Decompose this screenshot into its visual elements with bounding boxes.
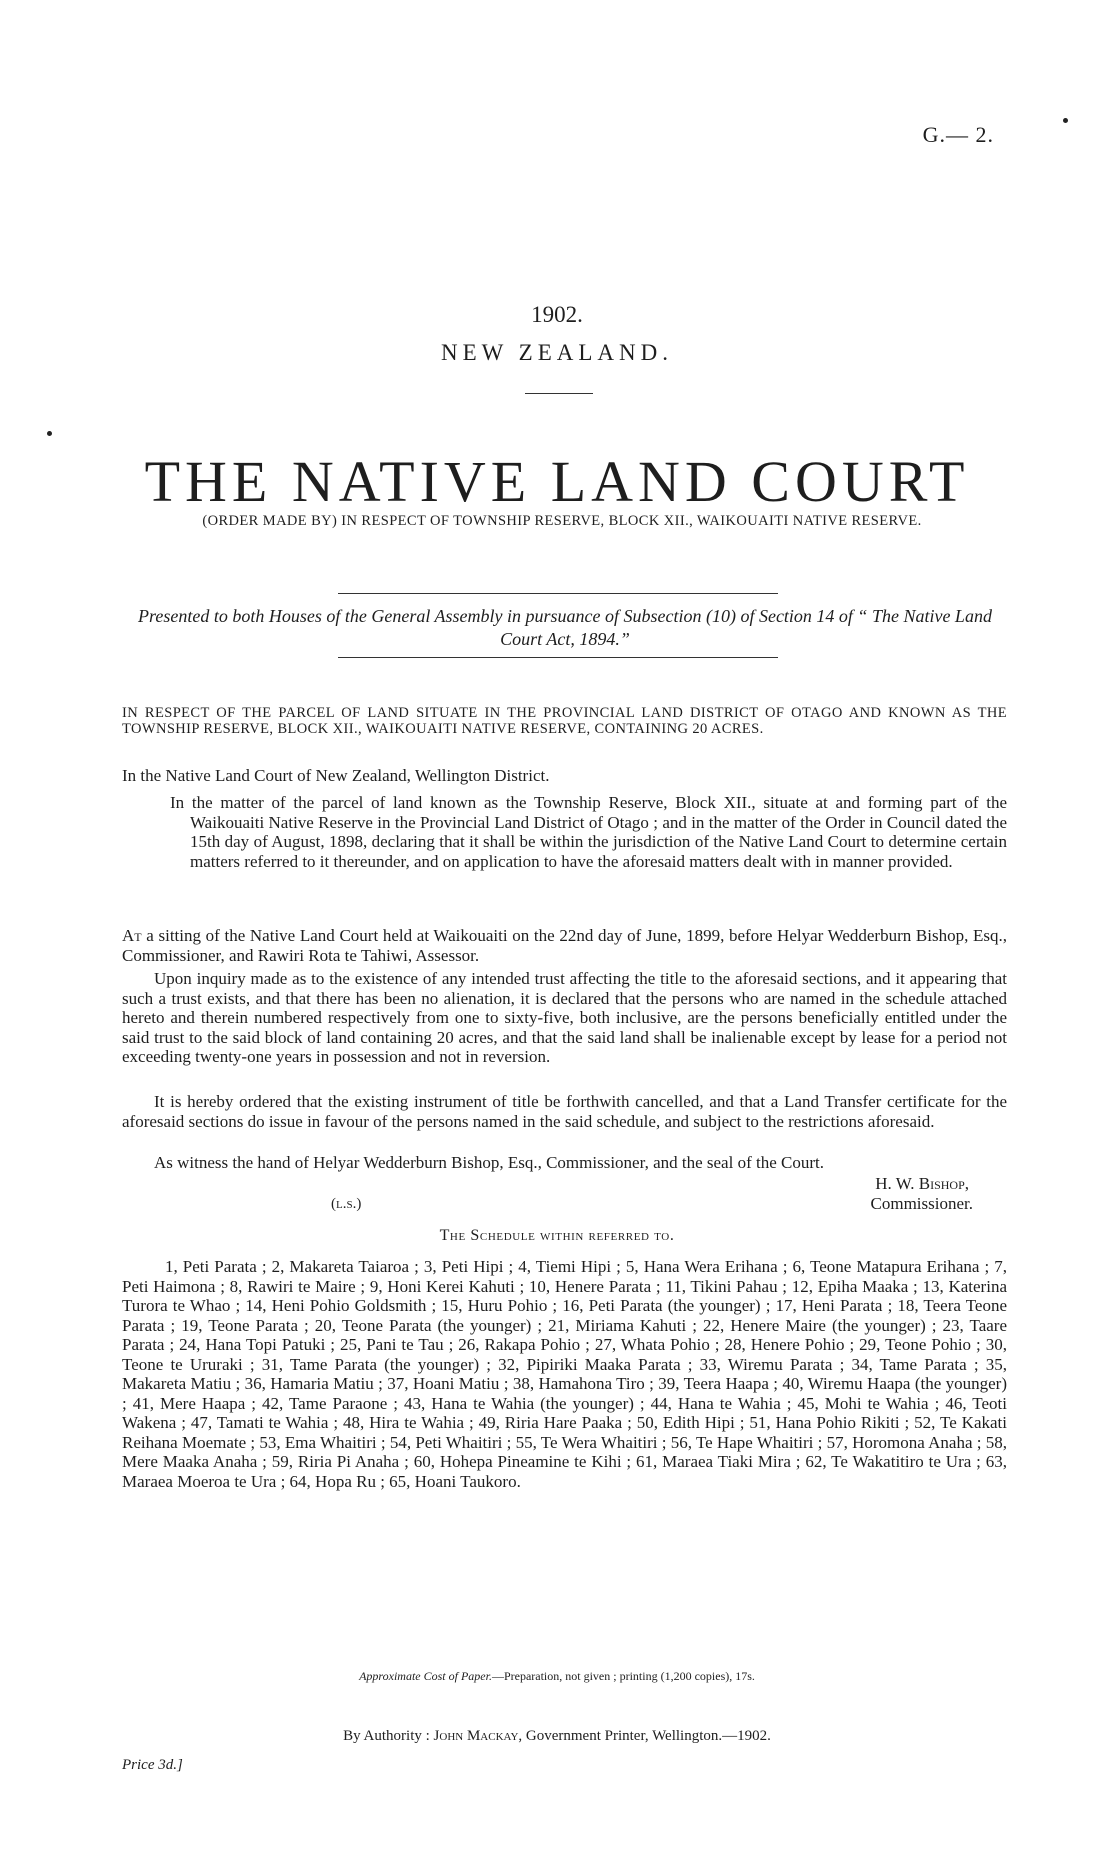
print-speck — [47, 431, 52, 436]
document-subtitle: (ORDER MADE BY) IN RESPECT OF TOWNSHIP RESERVE, BLOCK XII., WAIKOUAITI NATIVE RESERVE. — [202, 513, 922, 529]
signature-surname: Bishop, — [918, 1174, 969, 1193]
schedule-entries: 1, Peti Parata ; 2, Makareta Taiaroa ; 3, Peti Hipi ; 4, Tiemi Hipi ; 5, Hana Wera Erihana ; 6, Teone Matapura Erihana ; 7, Peti Haimona ; 8, Rawiri te Maire ; 9, Honi Kerei Kahuti ; 10, Henere Parata ; 11, Tikini Pahau ; 12, Epiha Maaka ; 13, Katerina Turora te Whao ; 14, Heni Pohio Goldsmith ; 15, Huru Pohio ; 16, Peti Parata (the younger) ; 17, Heni Parata ; 18, Teera Teone Parata ; 19, Teone Parata ; 20, Teone Parata (the younger) ; 21, Miriama Kahuti ; 22, Henere Maire (the younger) ; 23, Taare Parata ; 24, Hana Topi Patuki ; 25, Pani te Tau ; 26, Rakapa Pohio ; 27, Whata Pohio ; 28, Henere Pohio ; 29, Teone Pohio ; 30, Teone te Ururaki ; 31, Tame Parata (the younger) ; 32, Pipiriki Maaka Parata ; 33, Wiremu Parata ; 34, Tame Parata ; 35, Makareta Matiu ; 36, Hamaria Matiu ; 37, Hoani Matiu ; 38, Hamahona Tiro ; 39, Teera Haapa ; 40, Wiremu Haapa (the younger) ; 41, Mere Haapa ; 42, Tame Paraone ; 43, Hana te Wahia (the younger) ; 44, Hana te Wahia ; 45, Mohi te Wahia ; 46, Teoti Wakena ; 47, Tamati te Wahia ; 48, Hira te Wahia ; 49, Riria Hare Paaka ; 50, Edith Hipi ; 51, Hana Pohio Rikiti ; 52, Te Kakati Reihana Moemate ; 53, Ema Whaitiri ; 54, Peti Whaitiri ; 55, Te Wera Whaitiri ; 56, Te Hape Whaitiri ; 57, Horomona Anaha ; 58, Mere Maaka Anaha ; 59, Riria Pi Anaha ; 60, Hohepa Pineamine te Kihi ; 61, Maraea Tiaki Mira ; 62, Te Wakatitiro te Ura ; 63, Maraea Moeroa te Ura ; 64, Hopa Ru ; 65, Hoani Taukoro. — [122, 1257, 1007, 1491]
paper-reference: G.— 2. — [922, 122, 994, 147]
court-line: In the Native Land Court of New Zealand, Wellington District. — [122, 766, 550, 785]
authority-lead: By Authority : — [343, 1728, 434, 1744]
sitting-lead: At — [122, 926, 142, 945]
inquiry-paragraph: Upon inquiry made as to the existence of any intended trust affecting the title to the aforesaid sections, and it appearing that such a trust exists, and that there has been no alienation, it is declared that the persons who are named in the schedule attached hereto and therein numbered respectively from one to sixty-five, both inclusive, are the persons beneficially entitled under the said trust to the said block of land containing 20 acres, and that the said land shall be inalienable except by lease for a period not exceeding twenty-one years in possession and not in reversion. — [122, 969, 1007, 1066]
cost-text: —Preparation, not given ; printing (1,200 copies), 17s. — [491, 1669, 755, 1683]
cost-note — [0, 1669, 1114, 1684]
authority-rest: Government Printer, Wellington.—1902. — [522, 1728, 771, 1744]
seal: (l.s.) — [331, 1196, 362, 1212]
signature-initials: H. W. — [875, 1174, 919, 1193]
sitting-text: a sitting of the Native Land Court held at Waikouaiti on the 22nd day of June, 1899, before Helyar Wedderburn Bishop, Esq., Commissioner, and Rawiri Rota te Tahiwi, Assessor. — [122, 926, 1008, 965]
divider — [525, 393, 593, 394]
sitting-paragraph — [122, 926, 1007, 965]
signature-title: Commissioner. — [870, 1194, 973, 1213]
price: Price 3d.] — [122, 1757, 183, 1773]
print-speck — [1063, 118, 1068, 123]
ordered-paragraph: It is hereby ordered that the existing instrument of title be forthwith cancelled, and that a Land Transfer certificate for the aforesaid sections do issue in favour of the persons named in the said schedule, and subject to the restrictions aforesaid. — [122, 1092, 1007, 1131]
order-caption: IN RESPECT OF THE PARCEL OF LAND SITUATE IN THE PROVINCIAL LAND DISTRICT OF OTAGO AND KNOWN AS THE TOWNSHIP RESERVE, BLOCK XII., WAIKOUAITI NATIVE RESERVE, CONTAINING 20 ACRES. — [122, 705, 1007, 737]
country: NEW ZEALAND. — [440, 340, 674, 365]
presented-note: Presented to both Houses of the General Assembly in pursuance of Subsection (10) of Section 14 of “ The Native Land Court Act, 1894.” — [138, 606, 992, 649]
document-title: THE NATIVE LAND COURT — [144, 449, 970, 514]
year: 1902. — [531, 302, 583, 327]
authority-line — [0, 1728, 1114, 1745]
witness-paragraph: As witness the hand of Helyar Wedderburn Bishop, Esq., Commissioner, and the seal of the Court. — [154, 1153, 824, 1172]
authority-printer: John Mackay, — [433, 1728, 523, 1744]
cost-label: Approximate Cost of Paper. — [359, 1669, 492, 1683]
schedule-title: The Schedule within referred to. — [439, 1227, 675, 1244]
matter-paragraph: In the matter of the parcel of land known as the Township Reserve, Block XII., situate at and forming part of the Waikouaiti Native Reserve in the Provincial Land District of Otago ; and in the matter of the Order in Council dated the 15th day of August, 1898, declaring that it shall be within the jurisdiction of the Native Land Court to determine certain matters referred to it thereunder, and on application to have the aforesaid matters dealt with in manner provided. — [170, 793, 1007, 871]
signature-name — [875, 1174, 969, 1194]
divider — [338, 657, 778, 658]
divider — [338, 593, 778, 594]
